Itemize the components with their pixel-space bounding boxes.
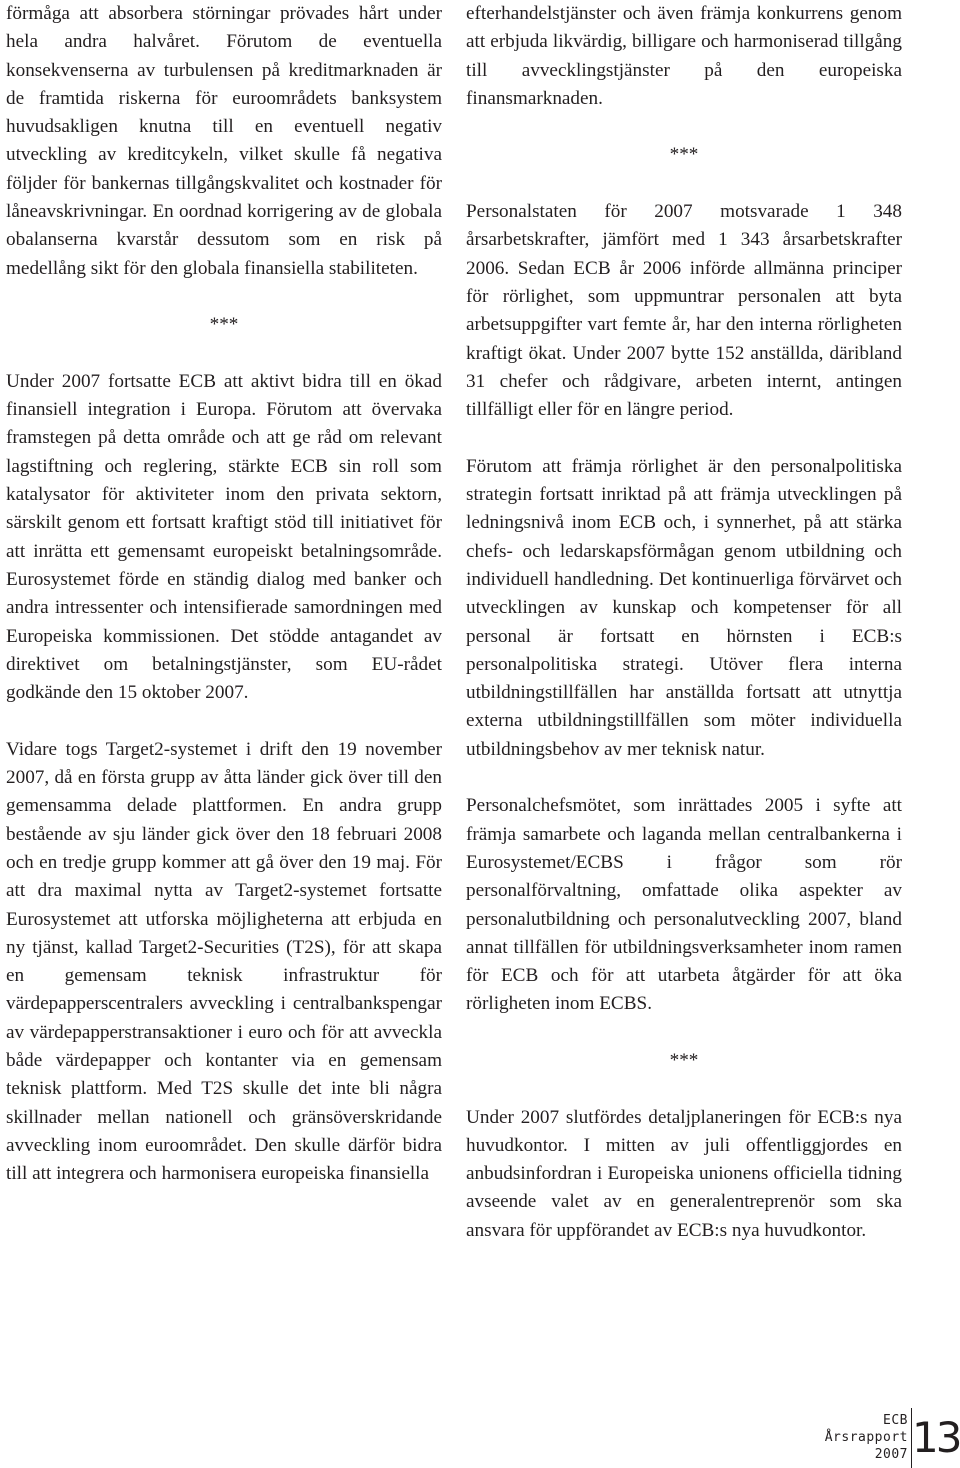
section-separator: *** (209, 314, 239, 336)
section-separator: *** (669, 1049, 699, 1071)
paragraph-staff-numbers: Personalstaten för 2007 motsvarade 1 348 årsarbetskrafter, jämfört med 1 343 årsarbetskrafter 2006. Sedan ECB år 2006 införde allmänna principer för rörlighet, som uppmuntrar personalen att byta arbetsuppgifter vart femte år, har den interna rörligheten kraftigt ökat. Under 2007 bytte 152 anställda, däribland 31 chefer och rådgivare, arbeten internt, antingen tillfälligt eller för en längre period. (466, 201, 902, 421)
paragraph-hr-strategy: Förutom att främja rörlighet är den personalpolitiska strategin fortsatt inriktad på att främja utvecklingen på ledningsnivå inom ECB och, i synnerhet, på att stärka chefs- och ledarskapsförmågan genom utbildning och individuell handledning. Det kontinuerliga förvärvet och utvecklingen av kunskap och kompetenser för all personal är fortsatt en hörnsten i ECB:s personalpolitiska strategi. Utöver flera interna utbildningstillfällen har anställda fortsatt att utnyttja externa utbildningstillfällen som möter individuella utbildningsbehov av mer teknisk natur. (466, 455, 902, 760)
paragraph-hr-conference: Personalchefsmötet, som inrättades 2005 i syfte att främja samarbete och laganda mellan centralbankerna i Eurosystemet/ECBS i frågor som rör personalförvaltning, omfattade olika aspekter av personalutbildning och personalutveckling 2007, bland annat tillfällen för utbildningsverksamheter inom ramen för ECB och för att utarbeta åtgärder för att öka rörligheten inom ECBS. (466, 795, 902, 1015)
page-number: 13 (911, 1408, 956, 1468)
footer-publication-label (825, 1412, 908, 1463)
page-footer (820, 1408, 960, 1468)
paragraph-financial-stability: förmåga att absorbera störningar prövades hårt under hela andra halvåret. Förutom de eventuella konsekvenserna av turbulensen på kreditmarknaden är de framtida riskerna för euroområdets banksystem huvudsakligen knutna till en eventuell negativ utveckling av kreditcykeln, vilket skulle få negativa följder för bankernas tillgångskvalitet och kostnader för låneavskrivningar. En oordnad korrigering av de globala obalanserna kvarstår dessutom som en risk på medellång sikt för den globala finansiella stabiliteten. (6, 3, 442, 279)
right-column (466, 0, 902, 1245)
footer-year: 2007 (874, 1447, 908, 1462)
left-column (6, 0, 442, 1188)
paragraph-post-trading-services: efterhandelstjänster och även främja konkurrens genom att erbjuda likvärdig, billigare och harmoniserad tillgång till avvecklingstjänster på den europeiska finansmarknaden. (466, 3, 902, 109)
section-separator: *** (669, 144, 699, 166)
paragraph-financial-integration: Under 2007 fortsatte ECB att aktivt bidra till en ökad finansiell integration i Europa. Förutom att övervaka framstegen på detta område och att ge råd om relevant lagstiftning och reglering, stärkte ECB sin roll som katalysator för aktiviteter inom den privata sektorn, särskilt genom ett fortsatt kraftigt stöd till initiativet för att inrätta ett gemensamt europeiskt betalningsområde. Eurosystemet förde en ständig dialog med banker och andra intressenter och intensifierade samordningen med Europeiska kommissionen. Det stödde antagandet av direktivet om betalningstjänster, som EU-rådet godkände den 15 oktober 2007. (6, 370, 442, 704)
paragraph-new-premises: Under 2007 slutfördes detaljplaneringen för ECB:s nya huvudkontor. I mitten av juli offentliggjordes en anbudsinfordran i Europeiska unionens officiella tidning avseende valet av en generalentreprenör som ska ansvara för uppförandet av ECB:s nya huvudkontor. (466, 1106, 902, 1241)
footer-org: ECB (883, 1413, 908, 1428)
footer-publication: Årsrapport (824, 1430, 908, 1445)
paragraph-target2: Vidare togs Target2-systemet i drift den 19 november 2007, då en första grupp av åtta länder gick över till den gemensamma delade plattformen. En andra grupp bestående av sju länder gick över den 18 februari 2008 och en tredje grupp kommer att gå över den 19 maj. För att dra maximal nytta av Target2-systemet fortsatte Eurosystemet att utforska möjligheterna att erbjuda en ny tjänst, kallad Target2-Securities (T2S), för att skapa en gemensam teknisk infrastruktur för värdepapperscentralers avveckling i centralbankspengar av värdepapperstransaktioner i euro och för att avveckla både värdepapper och kontanter via en gemensam teknisk plattform. Med T2S skulle det inte bli några skillnader mellan nationell och gränsöverskridande avveckling inom euroområdet. Den skulle därför bidra till att integrera och harmonisera europeiska finansiella (6, 738, 442, 1185)
